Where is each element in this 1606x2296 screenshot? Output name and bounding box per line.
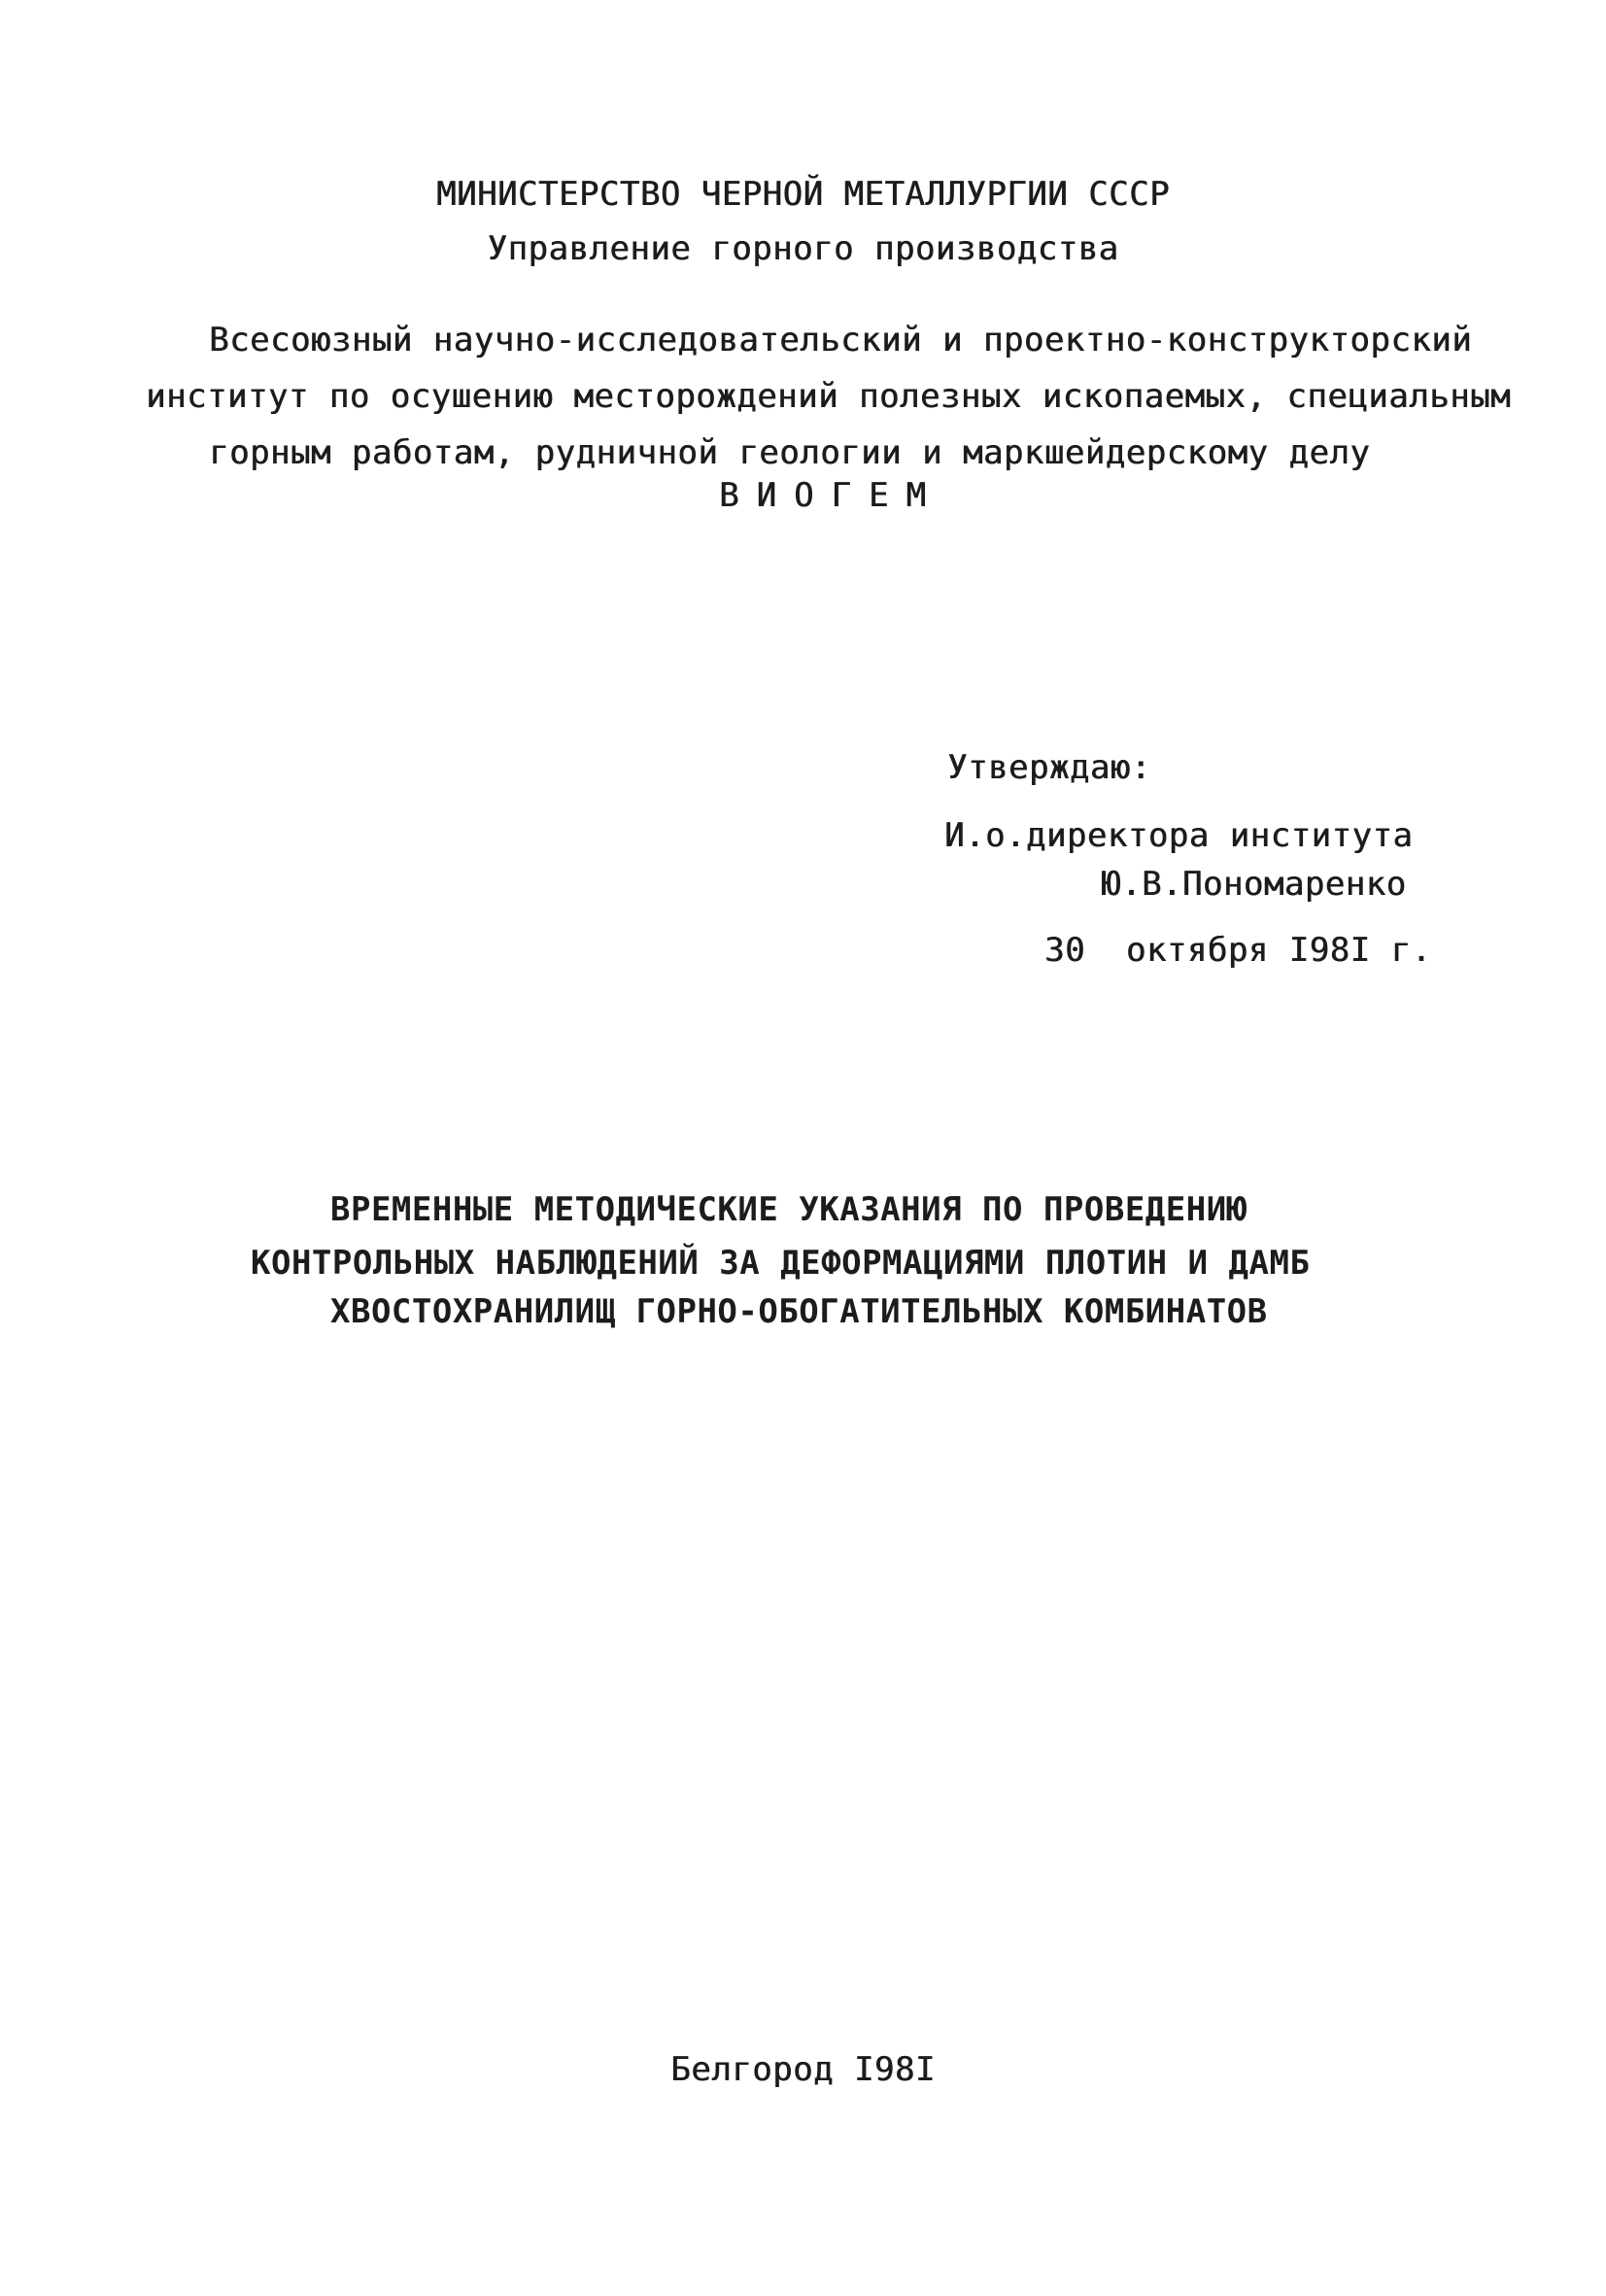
department-heading: Управление горного производства bbox=[487, 229, 1119, 268]
approval-date: 30 октября I98I г. bbox=[1044, 931, 1432, 970]
document-title-line-2: КОНТРОЛЬНЫХ НАБЛЮДЕНИЙ ЗА ДЕФОРМАЦИЯМИ ПЛОТИН И ДАМБ bbox=[251, 1244, 1311, 1283]
institute-abbreviation: ВИОГЕМ bbox=[719, 476, 943, 515]
institute-line-2: институт по осушению месторождений полезных ископаемых, специальным bbox=[146, 377, 1511, 416]
institute-line-3: горным работам, рудничной геологии и маркшейдерскому делу bbox=[209, 433, 1371, 472]
place-and-year: Белгород I98I bbox=[670, 2050, 936, 2089]
document-title-line-3: ХВОСТОХРАНИЛИЩ ГОРНО-ОБОГАТИТЕЛЬНЫХ КОМБИНАТОВ bbox=[330, 1292, 1268, 1331]
document-title-line-1: ВРЕМЕННЫЕ МЕТОДИЧЕСКИЕ УКАЗАНИЯ ПО ПРОВЕДЕНИЮ bbox=[330, 1190, 1247, 1229]
approval-position: И.о.директора института bbox=[944, 816, 1414, 855]
institute-line-1: Всесоюзный научно-исследовательский и проектно-конструкторский bbox=[209, 321, 1473, 360]
ministry-heading: МИНИСТЕРСТВО ЧЕРНОЙ МЕТАЛЛУРГИИ СССР bbox=[436, 175, 1170, 214]
approval-name: Ю.В.Пономаренко bbox=[1101, 865, 1407, 904]
approval-label: Утверждаю: bbox=[947, 748, 1151, 787]
